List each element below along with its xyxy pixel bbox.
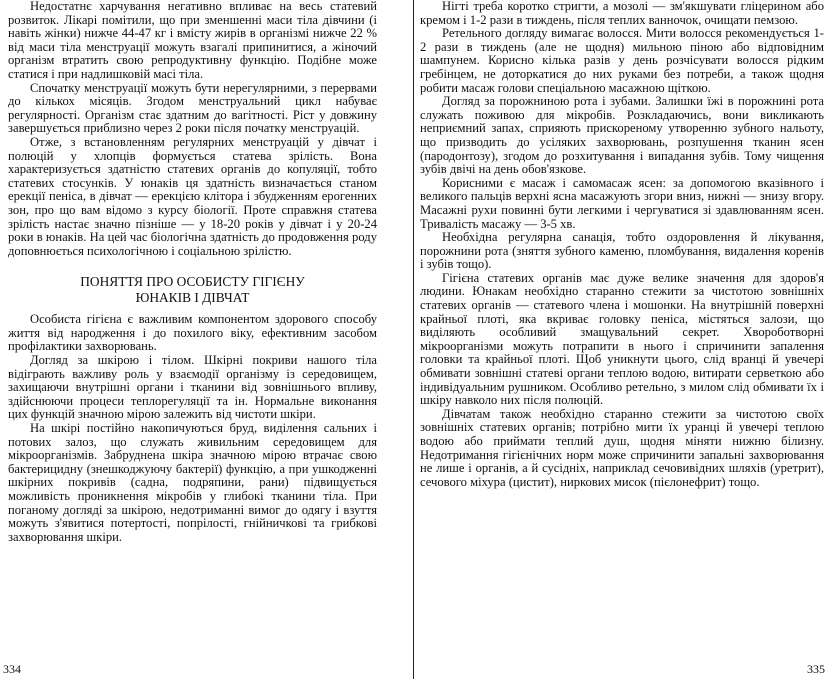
paragraph: Отже, з встановленням регулярних менструацій у дівчат і полюцій у хлопців формується статева зрілість. Вона характеризується здатністю статевих органів до копуляції, тобто статевих стосунків. У юнаків ця здатність визначається станом ерекції пеніса, в дівчат — ерекцією клітора і збудженням ерогенних зон, про що вам відомо з курсу біології. Проте справжня статева зрілість настає значно пізніше — у 18-20 років у дівчат і у 20-24 роки в юнаків. На цей час біологічна здатність до продовження роду доповнюється психологічною і соціальною зрілістю. xyxy=(8,134,377,258)
left-text-column xyxy=(8,0,377,544)
paragraph: Гігієна статевих органів має дуже велике значення для здоров'я людини. Юнакам необхідно старанно стежити за чистотою зовнішніх статевих органів — статевого члена і мошонки. На внутрішній поверхні крайньої плоті, яка вкриває головку пеніса, містяться залози, що виділяють особливий змащувальний секрет. Хвороботворні мікроорганізми можуть потрапити в нього і спричинити запалення головки та крайньої плоті. Щоб уникнути цього, слід вранці й увечері обмивати зовнішні статеві органи теплою водою, витирати серветкою або індивідуальним рушником. Особливо ретельно, з милом слід обмивати їх і шкіру навколо них після полюцій. xyxy=(420,270,824,408)
paragraph: Ретельного догляду вимагає волосся. Мити волосся рекомендується 1-2 рази в тиждень (але не щодня) мильною піною або відповідним шампунем. Корисно кілька разів у день розчісувати волосся рідким гребінцем, не доторкатися до них руками без потреби, а також щодня робити масаж голови спеціальною масажною щіткою. xyxy=(420,26,824,95)
page-number: 335 xyxy=(807,662,825,676)
section-heading-line-2: ЮНАКІВ І ДІВЧАТ xyxy=(135,289,250,305)
paragraph: Нігті треба коротко стригти, а мозолі — зм'якшувати гліцерином або кремом і 1-2 рази в тиждень, після теплих ванночок, очищати пемзою. xyxy=(420,0,824,27)
paragraph: На шкірі постійно накопичуються бруд, виділення сальних і потових залоз, що служать живильним середовищем для мікроорганізмів. Забруднена шкіра значною мірою втрачає свою бактерицидну (знешкоджуючу бактерії) функцію, а при ушкодженні шкірних покривів (садна, подряпини, рани) підвищується можливість проникнення мікробів у глибокі тканини тіла. При поганому догляді за шкірою, недотриманні вимог до одягу і взуття можуть з'явитися потертості, попрілості, гнійничкові та грибкові захворювання шкіри. xyxy=(8,421,377,544)
paragraph: Спочатку менструації можуть бути нерегулярними, з перервами до кількох місяців. Згодом менструальний цикл набуває регулярності. Організм стає здатним до вагітності. Ріст у довжину завершується приблизно через 2 роки після початку менструацій. xyxy=(8,80,377,136)
paragraph: Необхідна регулярна санація, тобто оздоровлення й лікування, порожнини рота (зняття зубного каменю, пломбування, видалення коренів і зубів тощо). xyxy=(420,230,824,272)
paragraph: Особиста гігієна є важливим компонентом здорового способу життя від народження і до похилого віку, ефективним засобом профілактики захворювань. xyxy=(8,312,377,354)
right-page xyxy=(414,0,828,679)
section-heading-line-1: ПОНЯТТЯ ПРО ОСОБИСТУ ГІГІЄНУ xyxy=(80,274,305,290)
paragraph: Дівчатам також необхідно старанно стежити за чистотою своїх зовнішніх статевих органів; потрібно мити їх уранці й увечері теплою водою або приймати теплий душ, щодня міняти нижню білизну. Недотримання гігієнічних норм може спричинити запальні захворювання не лише і органів, а й сусідніх, наприклад сечовивідних шляхів (уретрит), сечового міхура (цистит), ниркових мисок (пієлонефрит) тощо. xyxy=(420,406,824,489)
page-number: 334 xyxy=(3,662,21,676)
paragraph: Корисними є масаж і самомасаж ясен: за допомогою вказівного і великого пальців верхні ясна масажують згори вниз, нижні — знизу вгору. Масажні рухи повинні бути легкими і чергуватися зі здавлюванням ясен. Тривалість масажу — 3-5 хв. xyxy=(420,175,824,231)
paragraph: Догляд за порожниною рота і зубами. Залишки їжі в порожнині рота служать поживою для мікробів. Розкладаючись, вони викликають неприємний запах, сприяють прискореному утворенню зубного нальоту, що призводить до усіляких захворювань, розпушення тканин ясен (пародонтозу), згодом до розхитування і випадання зубів. Тому чищення зубів двічі на день обов'язкове. xyxy=(420,94,824,177)
paragraph: Недостатнє харчування негативно впливає на весь статевий розвиток. Лікарі помітили, що при зменшенні маси тіла дівчини (і навіть жінки) нижче 44-47 кг і вмісту жирів в організмі нижче 22 % від маси тіла менструації можуть взагалі припинитися, а жіночий організм втратить свою репродуктивну функцію. Подібне може статися і при надлишковій масі тіла. xyxy=(8,0,377,81)
section-heading xyxy=(8,274,377,305)
paragraph: Догляд за шкірою і тілом. Шкірні покриви нашого тіла відіграють важливу роль у взаємодії організму із середовищем, захищаючи внутрішні органи і тканини від зовнішнього впливу, здійснюючи процеси теплорегуляції та ін. Нормальне виконання цих функцій значною мірою залежить від чистоти шкіри. xyxy=(8,353,377,422)
right-text-column xyxy=(420,0,824,489)
